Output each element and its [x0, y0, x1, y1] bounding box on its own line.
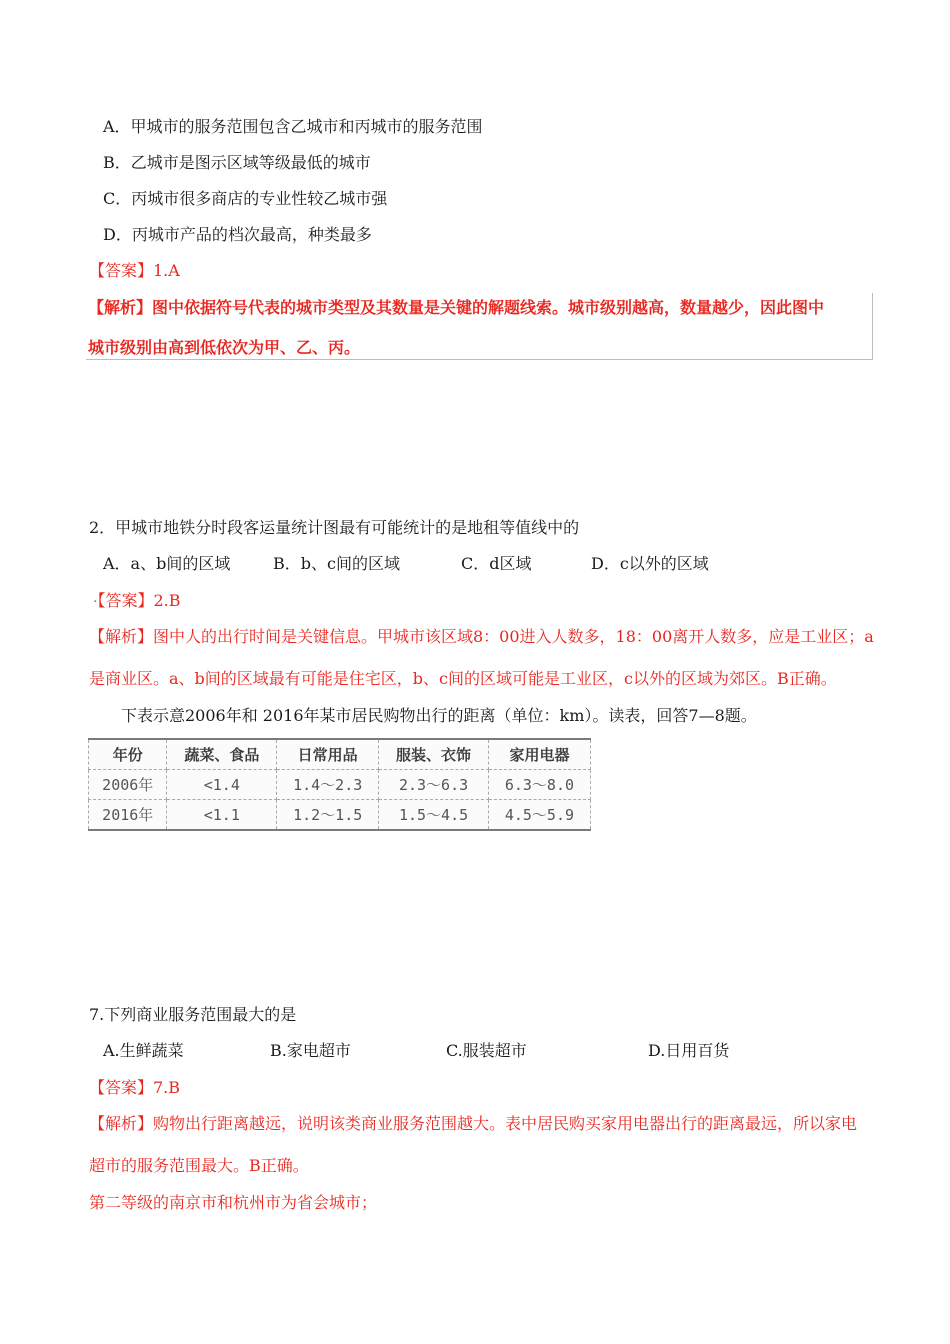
table-header-cell: 服装、衣饰 — [379, 739, 489, 770]
table-cell: 2006年 — [89, 770, 167, 800]
q1-analysis-line2: 城市级别由高到低依次为甲、乙、丙。 — [88, 338, 361, 357]
table-cell: 4.5～5.9 — [488, 800, 590, 831]
table-header-row — [89, 739, 591, 770]
table-cell: 2.3～6.3 — [379, 770, 489, 800]
table-row — [89, 770, 591, 800]
q1-option-a: A．甲城市的服务范围包含乙城市和丙城市的服务范围 — [103, 117, 483, 136]
q1-option-b: B．乙城市是图示区域等级最低的城市 — [103, 153, 371, 172]
q7-option-b: B.家电超市 — [270, 1041, 351, 1060]
q2-answer: 【答案】2.B — [97, 591, 181, 610]
q7-option-d: D.日用百货 — [648, 1041, 730, 1060]
q2-analysis-line1: 【解析】图中人的出行时间是关键信息。甲城市该区域8：00进入人数多，18：00离开人数多，应是工业区；a — [89, 627, 874, 646]
q2-option-d: D．c以外的区域 — [591, 554, 709, 573]
table-cell: 1.5～4.5 — [379, 800, 489, 831]
table-header-cell: 日常用品 — [277, 739, 379, 770]
table-cell: 6.3～8.0 — [488, 770, 590, 800]
q2-analysis-line2: 是商业区。a、b间的区域最有可能是住宅区，b、c间的区域可能是工业区，c以外的区域为郊区。B正确。 — [89, 669, 837, 688]
q7-answer: 【答案】7.B — [89, 1078, 181, 1097]
q2-option-b: B．b、c间的区域 — [273, 554, 400, 573]
q2-answer-row — [93, 590, 180, 613]
table-cell: <1.1 — [167, 800, 277, 831]
table-header-cell: 年份 — [89, 739, 167, 770]
q7-analysis-line1: 【解析】购物出行距离越远，说明该类商业服务范围越大。表中居民购买家用电器出行的距离最远，所以家电 — [89, 1114, 858, 1133]
q1-analysis-line1: 【解析】图中依据符号代表的城市类型及其数量是关键的解题线索。城市级别越高，数量越少，因此图中 — [88, 298, 825, 317]
table-cell: 1.2～1.5 — [277, 800, 379, 831]
table-cell: 1.4～2.3 — [277, 770, 379, 800]
q7-question: 7.下列商业服务范围最大的是 — [89, 1005, 297, 1024]
q7-option-c: C.服装超市 — [446, 1041, 527, 1060]
table-header-cell: 蔬菜、食品 — [167, 739, 277, 770]
q7-option-a: A.生鲜蔬菜 — [103, 1041, 184, 1060]
q2-option-c: C．d区域 — [461, 554, 532, 573]
table-intro: 下表示意2006年和 2016年某市居民购物出行的距离（单位：km）。读表，回答7—8题。 — [121, 706, 757, 725]
table-cell: <1.4 — [167, 770, 277, 800]
q2-option-a: A．a、b间的区域 — [103, 554, 231, 573]
q1-answer: 【答案】1.A — [89, 261, 180, 280]
bullet-dot-icon: · — [93, 594, 98, 610]
extra-line: 第二等级的南京市和杭州市为省会城市； — [89, 1193, 378, 1212]
table-header-cell: 家用电器 — [488, 739, 590, 770]
q1-option-c: C．丙城市很多商店的专业性较乙城市强 — [103, 189, 388, 208]
distance-table — [88, 738, 591, 831]
q7-analysis-line2: 超市的服务范围最大。B正确。 — [89, 1156, 309, 1175]
q2-question: 2．甲城市地铁分时段客运量统计图最有可能统计的是地租等值线中的 — [89, 518, 580, 537]
q1-option-d: D．丙城市产品的档次最高，种类最多 — [103, 225, 372, 244]
table-cell: 2016年 — [89, 800, 167, 831]
table-row — [89, 800, 591, 831]
